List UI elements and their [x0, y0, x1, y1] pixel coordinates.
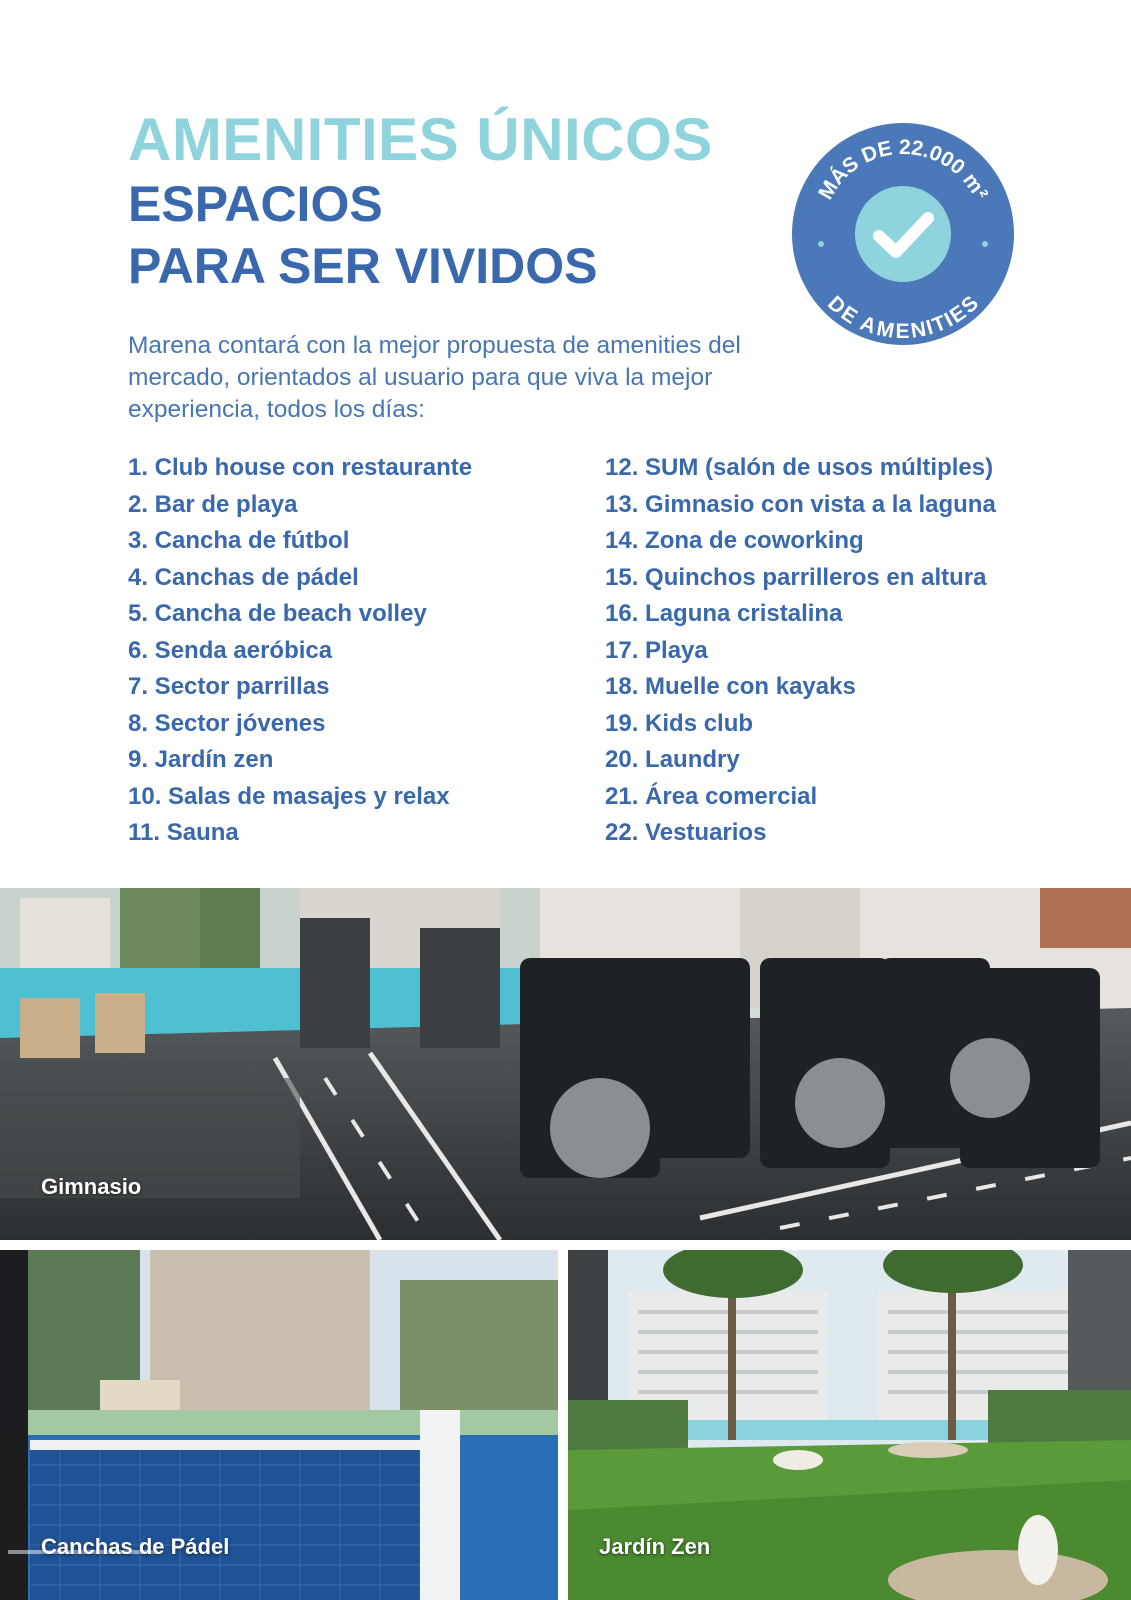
intro-paragraph: Marena contará con la mejor propuesta de amenities del mercado, orientados al usuario para que viva la mejor experiencia, todos los días: [128, 332, 741, 423]
amenity-item: 17. Playa [605, 636, 708, 664]
amenity-item: 5. Cancha de beach volley [128, 600, 427, 627]
amenity-item: 21. Área comercial [605, 782, 818, 810]
title-espacios: ESPACIOS [128, 176, 383, 232]
gym-photo [0, 888, 1131, 1240]
zen-photo [568, 1250, 1131, 1600]
badge-bottom-text: DE AMENITIES [823, 291, 983, 344]
title-amenities: AMENITIES ÚNICOS [128, 106, 713, 173]
amenity-item: 4. Canchas de pádel [128, 563, 359, 591]
amenity-item: 2. Bar de playa [128, 490, 298, 518]
check-circle [855, 186, 951, 282]
amenity-item: 18. Muelle con kayaks [605, 673, 856, 700]
amenity-item: 3. Cancha de fútbol [128, 527, 350, 554]
amenity-item: 9. Jardín zen [128, 746, 274, 773]
amenity-item: 22. Vestuarios [605, 819, 767, 846]
amenity-item: 6. Senda aeróbica [128, 636, 333, 664]
amenity-item: 15. Quinchos parrilleros en altura [605, 563, 987, 591]
amenity-item: 1. Club house con restaurante [128, 454, 473, 481]
amenity-item: 11. Sauna [128, 819, 239, 846]
zen-caption: Jardín Zen [599, 1534, 711, 1559]
amenity-item: 13. Gimnasio con vista a la laguna [605, 490, 996, 518]
amenity-item: 20. Laundry [605, 746, 740, 773]
amenity-item: 12. SUM (salón de usos múltiples) [605, 454, 994, 481]
amenity-item: 19. Kids club [605, 709, 754, 737]
amenity-item: 7. Sector parrillas [128, 673, 330, 700]
gym-caption: Gimnasio [41, 1174, 142, 1199]
badge-top-text: MÁS DE 22.000 m² [814, 135, 993, 204]
amenities-list-right [605, 455, 996, 857]
padel-caption: Canchas de Pádel [41, 1534, 230, 1559]
amenity-item: 14. Zona de coworking [605, 527, 864, 554]
padel-photo [0, 1250, 558, 1600]
amenities-badge [792, 123, 1014, 345]
amenity-item: 10. Salas de masajes y relax [128, 782, 450, 810]
amenity-item: 16. Laguna cristalina [605, 600, 843, 627]
amenities-list-left [128, 455, 472, 857]
title-para-ser-vividos: PARA SER VIVIDOS [128, 238, 598, 294]
amenity-item: 8. Sector jóvenes [128, 709, 326, 737]
